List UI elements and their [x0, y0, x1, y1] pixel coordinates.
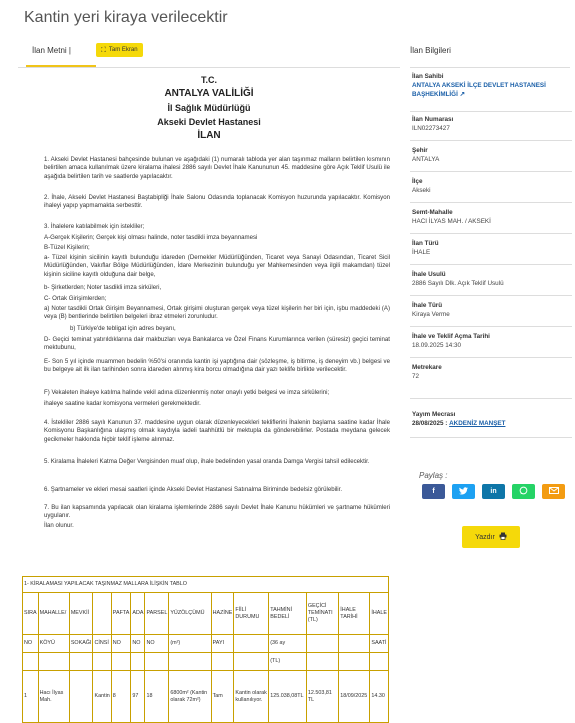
table-header-cell: SIRA — [23, 593, 39, 635]
fullscreen-label: Tam Ekran — [108, 47, 138, 53]
field-label: İlan Türü — [412, 240, 439, 247]
listing-info-title: İlan Bilgileri — [410, 38, 570, 68]
owner-link-text: ANTALYA AKSEKİ İLÇE DEVLET HASTANESİ BAŞHEKİMLİĞİ — [412, 82, 546, 98]
table-header-cell: TAHMİNİ BEDELİ — [269, 593, 307, 635]
printer-icon — [499, 532, 507, 542]
active-tab-indicator — [26, 65, 96, 67]
divider — [410, 437, 572, 438]
table-cell: 12.503,81 TL — [306, 671, 338, 723]
divider — [410, 398, 572, 399]
table-header-cell: SAATİ — [370, 635, 389, 653]
table-header-cell — [234, 653, 269, 671]
table-cell: 6800m² (Kantin olarak 72m²) — [169, 671, 211, 723]
print-label: Yazdır — [475, 533, 495, 541]
field-owner — [412, 72, 562, 99]
table-cell: 8 — [111, 671, 131, 723]
share-facebook-button[interactable] — [422, 484, 445, 499]
field-value: ILN02273427 — [412, 125, 450, 132]
doc-paragraph: F) Vekaleten ihaleye katılma halinde vekil adına düzenlenmiş noter onaylı yetki belgesi ve imza sirkülerini; — [44, 389, 330, 396]
doc-heading-tc: T.C. — [200, 75, 217, 85]
doc-paragraph: 4. İstekliler 2886 sayılı Kanunun 37. maddesine uygun olarak düzenleyecekleri tekliflerini İhalenin başlama saatine kadar İhale Komisyonu Başkanlığına ulaşmış olmak kaydıyla iadeli taahhütlü bir mektupla da gönderebilirler. Postada meydana gelecek gecikmeler hakkında hiçbir teklif işleme alınmaz. — [44, 419, 390, 443]
field-value: Akseki — [412, 187, 431, 194]
field-label: Metrekare — [412, 364, 442, 371]
divider — [410, 264, 572, 265]
table-header-cell: İHALE — [370, 593, 389, 635]
doc-heading-hastane: Akseki Devlet Hastanesi — [157, 117, 261, 127]
field-listing-number — [412, 115, 453, 133]
table-cell: 18 — [145, 671, 169, 723]
doc-heading-ilan: İLAN — [197, 130, 221, 141]
table-header-cell: MEVKİİ — [69, 593, 93, 635]
table-header-cell — [69, 653, 93, 671]
table-row — [23, 671, 389, 723]
table-header-cell — [131, 653, 145, 671]
table-header-cell: MAHALLE/ — [38, 593, 69, 635]
field-label: İlan Numarası — [412, 116, 454, 123]
table-header-row — [23, 593, 389, 635]
doc-paragraph: B-Tüzel Kişilerin; — [44, 244, 90, 251]
field-label: İhale Usulü — [412, 271, 446, 278]
share-linkedin-button[interactable] — [482, 484, 505, 499]
listing-info-panel — [410, 38, 570, 68]
doc-paragraph: b) Türkiye'de tebligat için adres beyanı, — [70, 325, 176, 332]
table-header-cell: PAYI — [211, 635, 234, 653]
table-header-cell — [306, 635, 338, 653]
fullscreen-button[interactable] — [96, 43, 143, 57]
table-header-cell — [234, 635, 269, 653]
page-title: Kantin yeri kiraya verilecektir — [24, 9, 228, 26]
field-district — [412, 177, 431, 195]
doc-paragraph: 5. Kiralama İhaleleri Katma Değer Vergisinden muaf olup, ihale bedelinden yasal oranda Damga Vergisi tahsil edilecektir. — [44, 458, 370, 465]
field-label: Semt-Mahalle — [412, 209, 453, 216]
field-listing-type — [412, 239, 439, 257]
field-published — [412, 410, 505, 428]
field-square-meters — [412, 363, 442, 381]
divider — [410, 111, 572, 112]
divider — [410, 140, 572, 141]
table-header-cell — [111, 653, 131, 671]
table-header-cell — [169, 653, 211, 671]
print-button[interactable] — [462, 526, 520, 548]
table-header-cell — [93, 653, 111, 671]
divider — [410, 357, 572, 358]
table-header-cell — [339, 635, 370, 653]
table-header-cell — [93, 593, 111, 635]
field-tender-method — [412, 270, 504, 288]
table-cell: Kantin — [93, 671, 111, 723]
listing-document — [18, 68, 400, 703]
table-header-cell: (36 ay — [269, 635, 307, 653]
table-cell: 125.038,08TL — [269, 671, 307, 723]
table-header-cell — [23, 653, 39, 671]
doc-paragraph: ihaleye saatine kadar komisyona vermeleri gerekmektedir. — [44, 400, 201, 407]
divider — [410, 326, 572, 327]
table-header-cell — [306, 653, 338, 671]
doc-paragraph: 6. Şartnameler ve ekleri mesai saatleri içinde Akseki Devlet Hastanesi Satınalma Biriminde bedelsiz görülebilir. — [44, 486, 343, 493]
divider — [410, 202, 572, 203]
table-header-cell: PAFTA — [111, 593, 131, 635]
field-label: İlan Sahibi — [412, 73, 444, 80]
table-header-cell: SOKAĞI — [69, 635, 93, 653]
table-header-row — [23, 653, 389, 671]
divider — [410, 171, 572, 172]
table-header-cell: NO — [23, 635, 39, 653]
doc-paragraph: 3. İhalelere katılabilmek için istekliler; — [44, 223, 145, 230]
divider — [410, 295, 572, 296]
table-header-cell: FİİLİ DURUMU — [234, 593, 269, 635]
field-value: 2886 Sayılı Dlk. Açık Teklif Usulü — [412, 280, 504, 287]
table-header-cell — [370, 653, 389, 671]
listing-text-panel — [18, 38, 400, 703]
doc-paragraph: D- Geçici teminat yatırıldıklarına dair makbuzları veya Bankalarca ve Özel Finans Kurumlarınca verilen (süresiz) geçici teminat mektubunu, — [44, 336, 390, 352]
table-header-cell: (m²) — [169, 635, 211, 653]
doc-heading-mudurluk: İl Sağlık Müdürlüğü — [167, 103, 251, 113]
field-value: HACI İLYAS MAH. / AKSEKİ — [412, 218, 491, 225]
table-header-row — [23, 635, 389, 653]
doc-paragraph: C- Ortak Girişimlerden; — [44, 295, 107, 302]
field-tender-type — [412, 301, 450, 319]
table-cell: 1 — [23, 671, 39, 723]
tab-bar — [18, 38, 400, 68]
field-value: ANTALYA — [412, 156, 440, 163]
table-cell: Kantin olarak kullanılıyor. — [234, 671, 269, 723]
field-label: Şehir — [412, 147, 428, 154]
table-header-cell — [339, 653, 370, 671]
doc-paragraph: A-Gerçek Kişilerin; Gerçek kişi olması halinde, noter tasdikli imza beyannamesi — [44, 234, 258, 241]
share-email-button[interactable] — [542, 484, 565, 499]
divider — [410, 233, 572, 234]
doc-paragraph: a- Tüzel kişinin sicilinin kayıtlı bulunduğu idareden (Dernekler Müdürlüğünden, Ticaret veya Sanayi Odasından, Ticaret Sicil Müdürlüğünden, Vakıflar Bölge Müdürlüğünden, İdare Merkezinin bulunduğu yer Mahkemesinden veya ilgili makamdan) tüzel kişinin siciline kayıtlı olduğuna dair belge, — [44, 254, 390, 278]
table-cell: 97 — [131, 671, 145, 723]
table-header-cell: YÜZÖLÇÜMÜ — [169, 593, 211, 635]
field-value: 18.09.2025 14:30 — [412, 342, 462, 349]
field-label: Yayım Mecrası — [412, 411, 456, 418]
tab-listing-text[interactable]: İlan Metni | — [32, 46, 71, 55]
published-date: 28/08/2025 : — [412, 420, 448, 427]
share-whatsapp-button[interactable] — [512, 484, 535, 499]
table-header-cell: GEÇİCİ TEMİNATI (TL) — [306, 593, 338, 635]
field-value: 72 — [412, 373, 420, 380]
doc-paragraph: 1. Akseki Devlet Hastanesi bahçesinde bulunan ve aşağıdaki (1) numaralı tabloda yer alan taşınmaz malların belirtilen kısmının belirtilen amaca kullanılmak üzere kiralama ihalesi 2886 sayılı Devlet İhale Kanununun 45. maddesine göre Açık Teklif Usulü ile aşağıda belirtilen tarih ve saatlerde yapılacaktır. — [44, 156, 390, 180]
table-header-cell: NO — [131, 635, 145, 653]
table-header-cell: (TL) — [269, 653, 307, 671]
linkedin-icon: in — [490, 488, 497, 495]
field-label: İlçe — [412, 178, 423, 185]
field-value: İHALE — [412, 249, 431, 256]
owner-link[interactable] — [412, 81, 562, 99]
table-header-cell: KÖYÜ — [38, 635, 69, 653]
doc-paragraph: b- Şirketlerden; Noter tasdikli imza sirküleri, — [44, 284, 162, 291]
table-header-cell — [211, 653, 234, 671]
table-cell: 18/09/2025 — [339, 671, 370, 723]
table-header-cell: ADA — [131, 593, 145, 635]
field-label: İhale ve Teklif Açma Tarihi — [412, 333, 490, 340]
expand-icon: ⛶ — [101, 46, 106, 54]
field-tender-date — [412, 332, 490, 350]
share-label: Paylaş : — [419, 471, 448, 480]
facebook-icon: f — [432, 488, 435, 495]
external-link-icon: ↗ — [459, 91, 465, 98]
share-twitter-button[interactable] — [452, 484, 475, 499]
field-neighborhood — [412, 208, 491, 226]
table-header-cell: HAZİNE — [211, 593, 234, 635]
table-header-cell — [145, 653, 169, 671]
table-cell: Tam — [211, 671, 234, 723]
share-buttons — [422, 484, 565, 499]
doc-paragraph: a) Noter tasdikli Ortak Girişim Beyannamesi, Ortak girişimi oluşturan gerçek veya tüzel kişilerin her biri için, işbu maddedeki (A) veya (B) bentlerinde belirtilen belgeleri ibraz etmeleri zorunludur. — [44, 305, 390, 321]
field-label: İhale Türü — [412, 302, 443, 309]
field-city — [412, 146, 439, 164]
twitter-icon — [459, 487, 468, 497]
table-header-cell: PARSEL — [145, 593, 169, 635]
doc-paragraph: 7. Bu ilan kapsamında yapılacak olan kiralama işlemlerinde 2886 sayılı Devlet İhale Kanunu hükümleri ve şartname hükümleri uygulanır. — [44, 504, 390, 520]
table-header-cell: CİNSİ — [93, 635, 111, 653]
property-table — [22, 576, 389, 723]
table-title: 1- KİRALAMASI YAPILACAK TAŞINMAZ MALLARA İLİŞKİN TABLO — [23, 577, 389, 593]
table-cell: Hacı İlyas Mah. — [38, 671, 69, 723]
whatsapp-icon — [519, 486, 528, 497]
doc-heading-valilik: ANTALYA VALİLİĞİ — [164, 88, 254, 99]
table-header-cell: İHALE TARİHİ — [339, 593, 370, 635]
table-header-cell: NO — [145, 635, 169, 653]
published-source-link[interactable]: AKDENİZ MANŞET — [449, 420, 506, 427]
doc-paragraph: E- Son 5 yıl içinde muammen bedelin %50'si oranında kantin işi yaptığına dair (sözleşme, iş bitirme, iş deneyim vb.) belgesi ve bu belgeye ait ilk ilan tarihinden sonra idareden alınmış kira borcu olmadığına dair yazı teklife birlikte verilecektir. — [44, 358, 390, 374]
table-header-cell — [38, 653, 69, 671]
table-cell: 14.30 — [370, 671, 389, 723]
doc-paragraph: İlan olunur. — [44, 522, 74, 529]
doc-paragraph: 2. İhale, Akseki Devlet Hastanesi Baştabipliği İhale Salonu Odasında toplanacak Komisyon huzurunda yapılacaktır. Komisyon ihaleyi yapıp yapmamakta serbesttir. — [44, 194, 390, 210]
table-cell — [69, 671, 93, 723]
email-icon — [549, 487, 559, 496]
field-value: Kiraya Verme — [412, 311, 450, 318]
table-header-cell: NO — [111, 635, 131, 653]
